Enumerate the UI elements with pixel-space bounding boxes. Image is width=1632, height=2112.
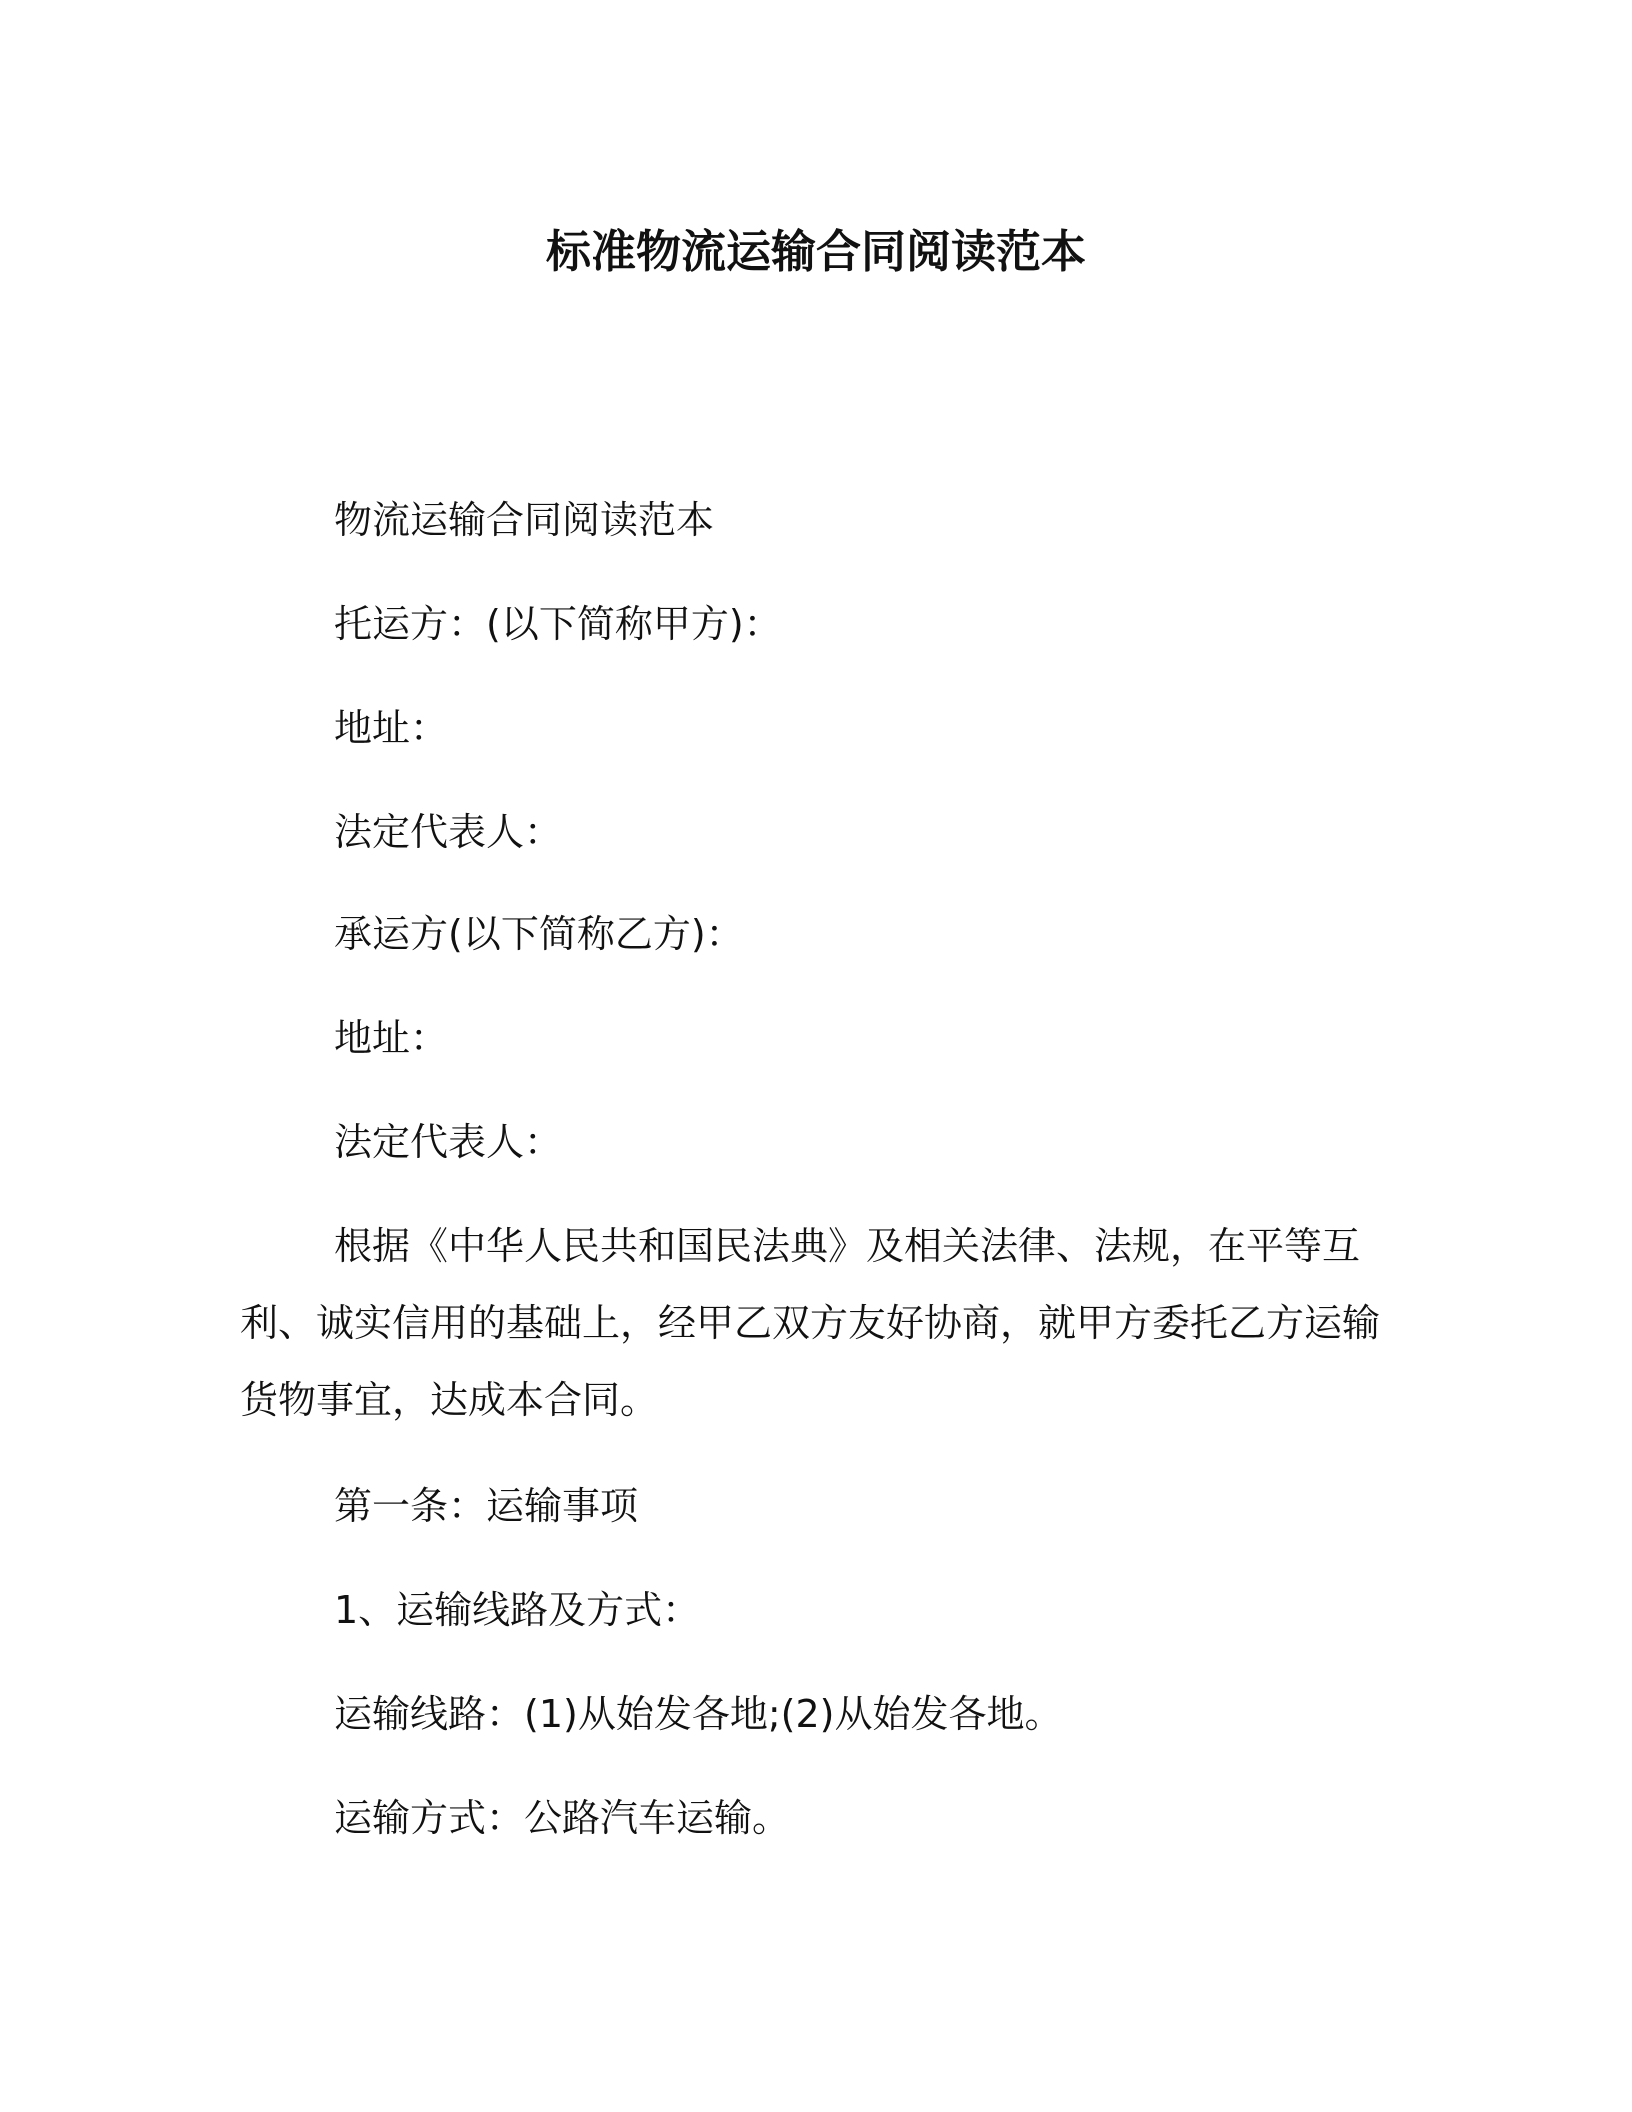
item-1-heading: 1、运输线路及方式：: [334, 1588, 701, 1632]
consignor-legal-rep-line: 法定代表人：: [334, 810, 563, 854]
subtitle-line: 物流运输合同阅读范本: [334, 498, 715, 542]
intro-paragraph: 根据《中华人民共和国民法典》及相关法律、法规，在平等互利、诚实信用的基础上，经甲乙双方友好协商，就甲方委托乙方运输货物事宜，达成本合同。: [240, 1224, 1381, 1422]
document-title: 标准物流运输合同阅读范本: [545, 225, 1086, 278]
consignor-line: 托运方：(以下简称甲方)：: [334, 602, 782, 646]
article-1-heading: 第一条：运输事项: [334, 1484, 639, 1528]
carrier-address-line: 地址：: [334, 1016, 449, 1060]
method-line: 运输方式：公路汽车运输。: [334, 1796, 791, 1840]
consignor-address-line: 地址：: [334, 706, 449, 750]
route-line: 运输线路：(1)从始发各地;(2)从始发各地。: [334, 1692, 1063, 1736]
carrier-line: 承运方(以下简称乙方)：: [334, 912, 744, 956]
carrier-legal-rep-line: 法定代表人：: [334, 1120, 563, 1164]
